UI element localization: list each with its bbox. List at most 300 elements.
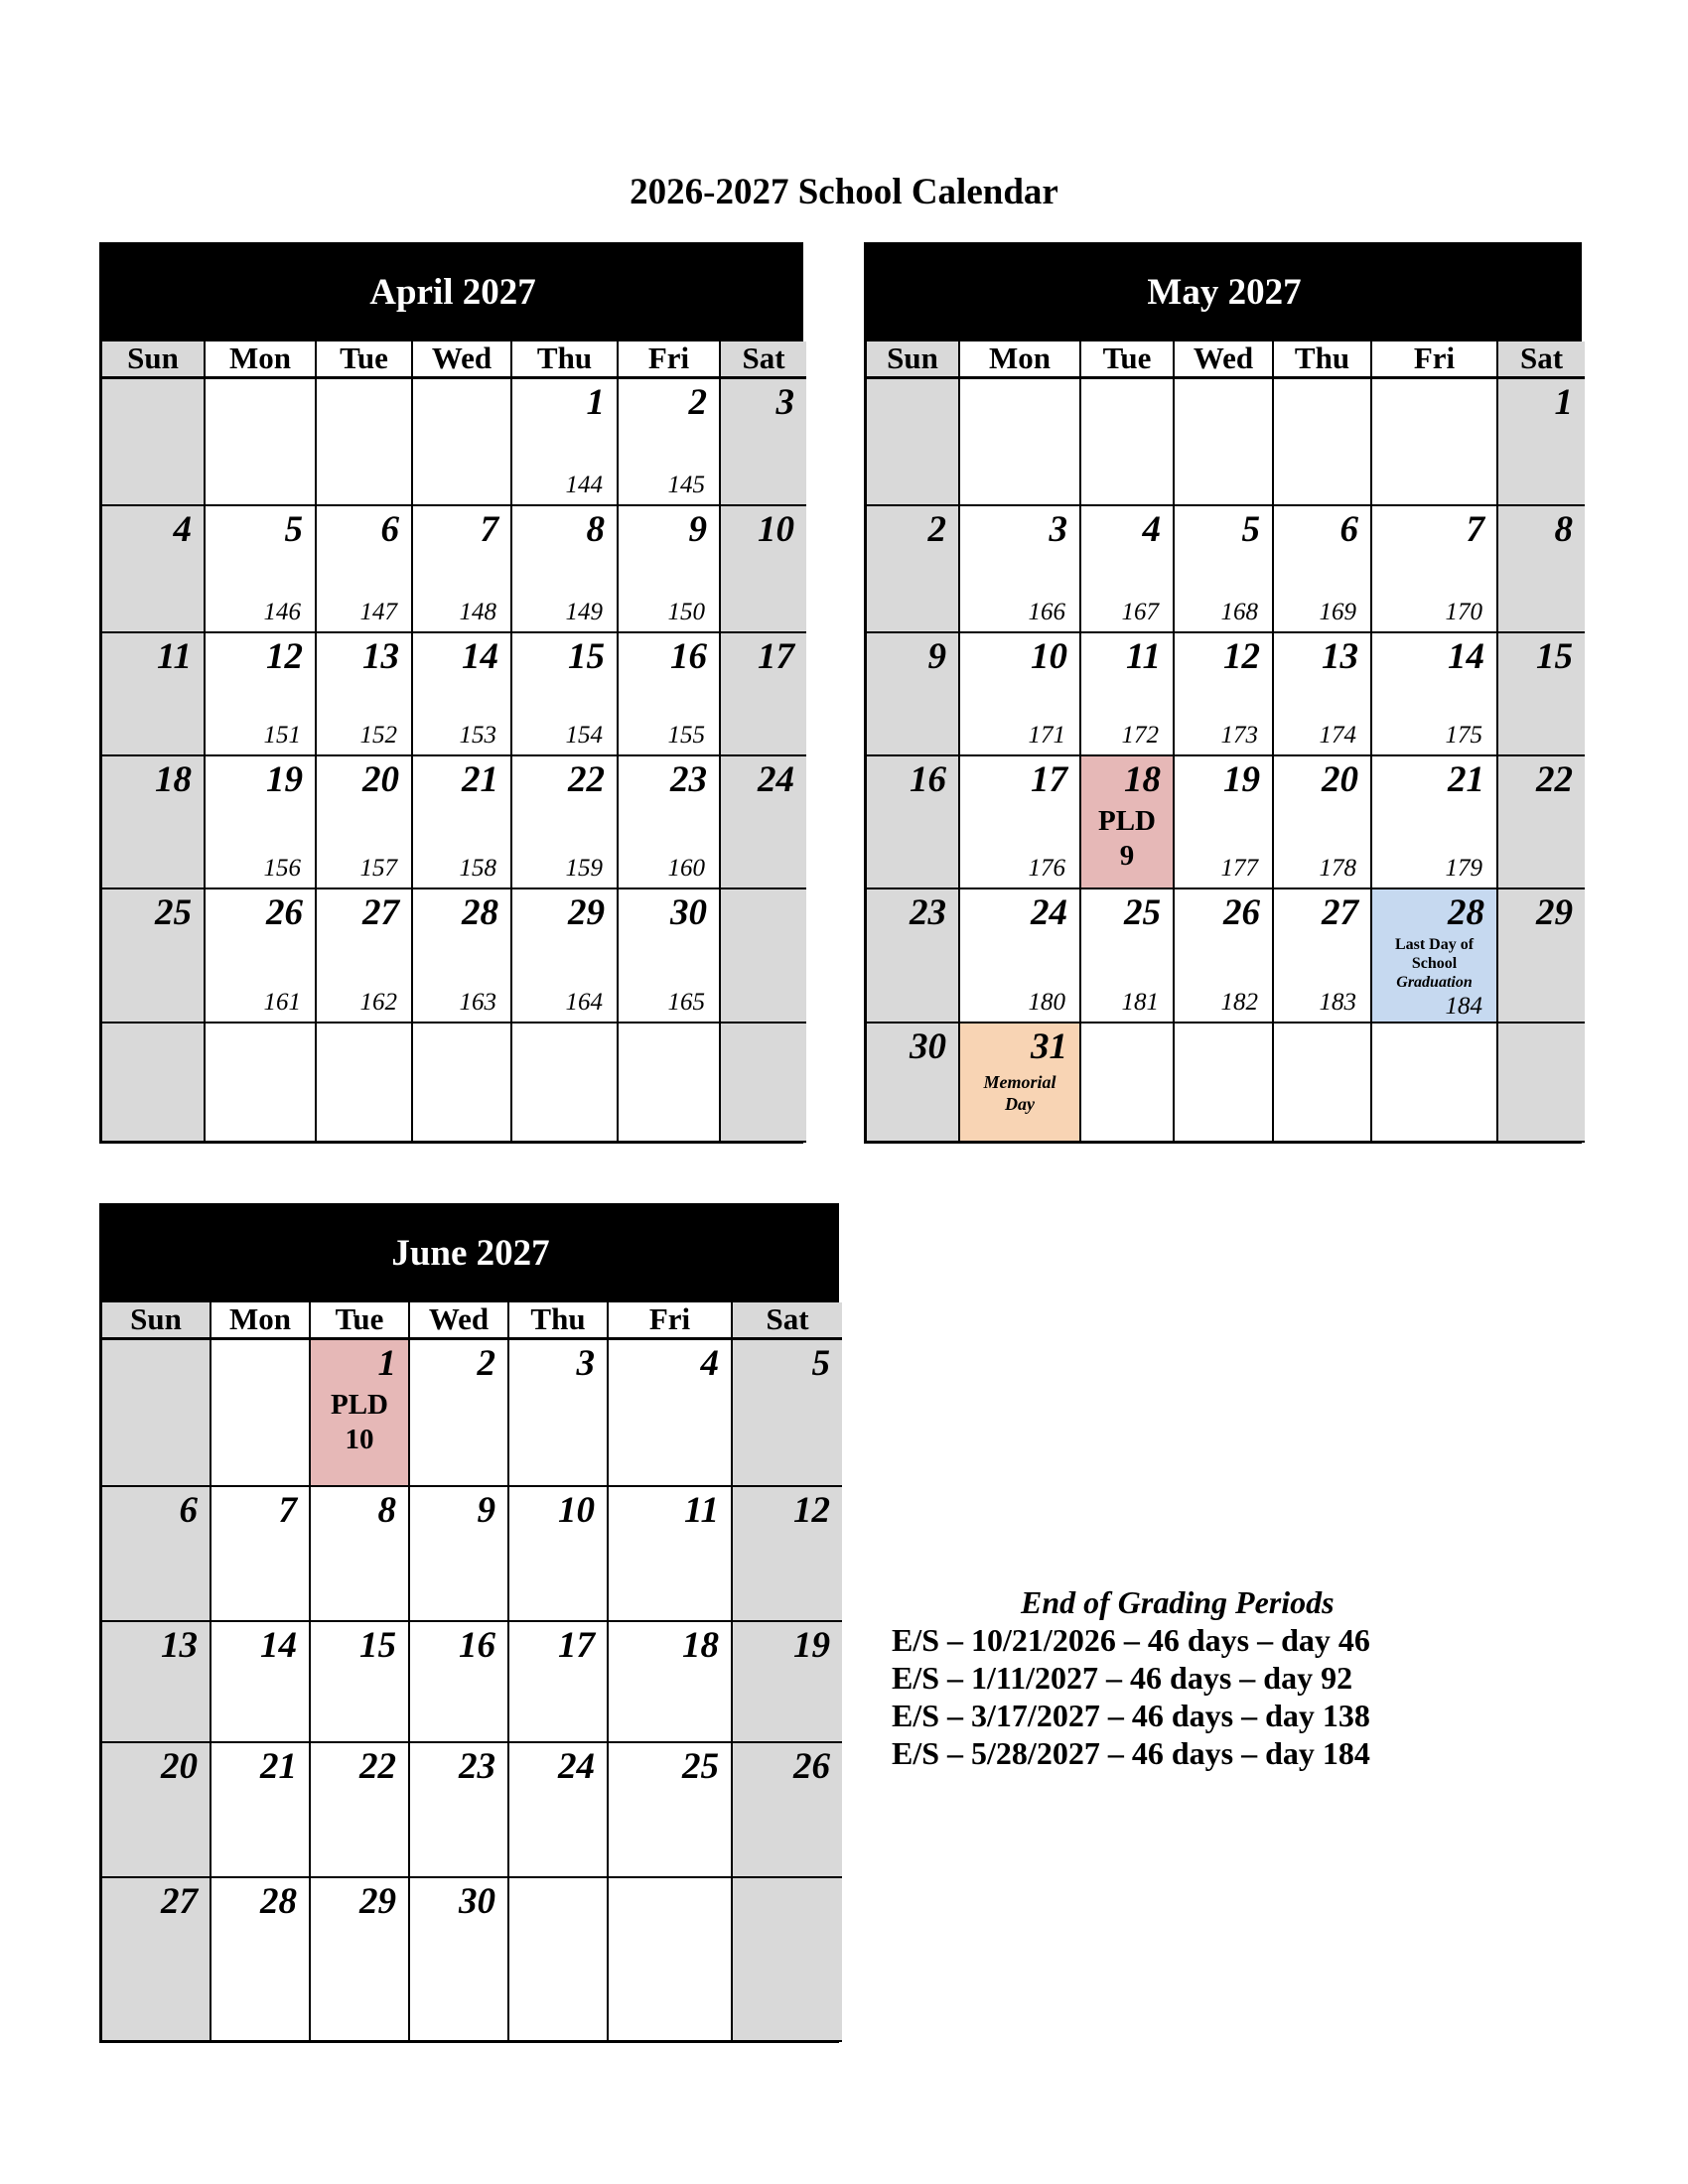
day-number: 10 [558,1490,595,1531]
weekday-label: Sun [867,341,958,379]
school-day-number: 168 [1220,599,1258,625]
day-cell [1370,889,1496,1024]
day-cell [204,633,315,756]
day-cell [411,506,510,633]
school-day-number: 184 [1445,993,1482,1020]
school-day-number: 157 [359,855,397,882]
school-day-number: 144 [565,472,603,498]
month-grid [867,379,1582,1143]
day-number: 11 [684,1490,719,1531]
weekday-label: Tue [309,1302,408,1340]
day-cell [204,506,315,633]
day-number: 19 [793,1625,830,1666]
empty-cell [867,379,958,506]
weekday-label: Mon [958,341,1079,379]
day-cell [309,1878,408,2042]
day-cell [204,756,315,889]
empty-cell [1173,1024,1272,1143]
day-number: 22 [568,759,605,800]
day-cell [1272,506,1370,633]
day-number: 12 [1223,636,1260,677]
grading-period-line: E/S – 10/21/2026 – 46 days – day 46 [892,1622,1370,1658]
holiday-label-line: Day [1005,1094,1035,1114]
day-number: 20 [362,759,399,800]
school-day-number: 173 [1220,722,1258,749]
school-day-number: 166 [1028,599,1065,625]
school-day-number: 153 [459,722,496,749]
day-cell [719,633,806,756]
school-day-number: 159 [565,855,603,882]
pld-label-line: PLD [331,1389,388,1421]
weekday-label: Sat [719,341,806,379]
day-cell [958,756,1079,889]
school-day-number: 154 [565,722,603,749]
empty-cell [210,1340,309,1487]
day-number: 27 [362,892,399,933]
day-number: 30 [910,1026,946,1067]
day-cell [1272,889,1370,1024]
empty-cell [958,379,1079,506]
day-cell [210,1622,309,1743]
school-day-number: 169 [1319,599,1356,625]
pld-label-line: PLD [1098,805,1156,837]
day-number: 28 [462,892,498,933]
day-number: 26 [266,892,303,933]
day-number: 15 [359,1625,396,1666]
day-number: 15 [568,636,605,677]
empty-cell [1272,1024,1370,1143]
school-day-number: 151 [263,722,301,749]
day-number: 14 [1448,636,1484,677]
day-number: 24 [758,759,794,800]
weekday-label: Sat [731,1302,842,1340]
day-number: 9 [688,509,707,550]
day-cell [1079,506,1173,633]
day-cell [102,889,204,1024]
day-cell [102,1878,210,2042]
empty-cell [617,1024,719,1143]
weekday-label: Wed [411,341,510,379]
weekday-header-row [102,341,803,379]
day-number: 30 [670,892,707,933]
day-number: 7 [278,1490,297,1531]
day-cell [102,1743,210,1878]
day-cell [1173,506,1272,633]
day-number: 1 [377,1343,396,1384]
day-number: 22 [1536,759,1573,800]
day-cell [617,379,719,506]
day-cell [102,1487,210,1622]
day-cell [1173,633,1272,756]
empty-cell [1496,1024,1585,1143]
day-number: 16 [910,759,946,800]
day-number: 25 [1124,892,1161,933]
day-number: 13 [1322,636,1358,677]
day-cell [510,889,617,1024]
day-cell [210,1743,309,1878]
day-number: 5 [284,509,303,550]
empty-cell [1272,379,1370,506]
empty-cell [607,1878,731,2042]
weekday-label: Wed [1173,341,1272,379]
school-day-number: 180 [1028,989,1065,1016]
day-cell [1496,889,1585,1024]
day-cell [309,1743,408,1878]
day-cell [731,1622,842,1743]
day-cell [607,1340,731,1487]
holiday-label [960,1071,1079,1115]
grading-period-line: E/S – 1/11/2027 – 46 days – day 92 [892,1660,1353,1696]
day-cell [1079,756,1173,889]
day-cell [315,506,411,633]
day-cell [510,379,617,506]
day-cell [507,1340,607,1487]
weekday-label: Tue [1079,341,1173,379]
day-cell [1272,633,1370,756]
weekday-label: Sun [102,1302,210,1340]
day-number: 22 [359,1746,396,1787]
day-cell [507,1487,607,1622]
day-number: 9 [477,1490,495,1531]
day-number: 8 [586,509,605,550]
school-day-number: 172 [1121,722,1159,749]
empty-cell [1079,1024,1173,1143]
day-number: 19 [1223,759,1260,800]
day-cell [958,633,1079,756]
day-cell [408,1743,507,1878]
weekday-label: Thu [507,1302,607,1340]
day-number: 17 [758,636,794,677]
weekday-label: Fri [607,1302,731,1340]
pld-label [311,1388,408,1457]
last-day-label-line: Last Day of [1394,936,1475,953]
day-cell [315,889,411,1024]
day-cell [867,889,958,1024]
day-cell [617,633,719,756]
day-number: 26 [793,1746,830,1787]
weekday-label: Sat [1496,341,1585,379]
day-cell [1370,756,1496,889]
day-number: 21 [1448,759,1484,800]
day-number: 11 [1126,636,1161,677]
day-number: 2 [477,1343,495,1384]
day-number: 4 [700,1343,719,1384]
school-day-number: 178 [1319,855,1356,882]
day-number: 25 [155,892,192,933]
day-number: 29 [568,892,605,933]
day-number: 27 [1322,892,1358,933]
grading-period-line: E/S – 5/28/2027 – 46 days – day 184 [892,1735,1370,1771]
day-number: 11 [157,636,192,677]
day-cell [408,1878,507,2042]
day-number: 4 [173,509,192,550]
weekday-label: Mon [204,341,315,379]
day-cell [408,1487,507,1622]
day-cell [1173,756,1272,889]
school-day-number: 147 [359,599,397,625]
day-number: 19 [266,759,303,800]
school-day-number: 155 [667,722,705,749]
school-day-number: 160 [667,855,705,882]
day-cell [411,756,510,889]
day-number: 6 [179,1490,198,1531]
school-day-number: 175 [1445,722,1482,749]
day-cell [309,1340,408,1487]
weekday-label: Mon [210,1302,309,1340]
day-number: 25 [682,1746,719,1787]
day-cell [1079,889,1173,1024]
day-number: 28 [1448,892,1484,933]
empty-cell [719,889,806,1024]
pld-label-line: 10 [345,1424,374,1455]
day-number: 17 [1031,759,1067,800]
day-cell [210,1878,309,2042]
day-number: 24 [558,1746,595,1787]
day-cell [1272,756,1370,889]
last-day-label-line: School [1411,955,1458,972]
day-number: 29 [1536,892,1573,933]
empty-cell [1370,379,1496,506]
empty-cell [411,379,510,506]
day-cell [731,1340,842,1487]
day-cell [607,1743,731,1878]
day-number: 28 [260,1881,297,1922]
weekday-label: Thu [510,341,617,379]
day-cell [210,1487,309,1622]
school-day-number: 170 [1445,599,1482,625]
day-number: 7 [480,509,498,550]
empty-cell [102,1024,204,1143]
school-day-number: 182 [1220,989,1258,1016]
day-number: 6 [380,509,399,550]
pld-label-line: 9 [1119,840,1135,872]
month-may [864,242,1582,1144]
day-number: 12 [266,636,303,677]
day-cell [867,506,958,633]
empty-cell [102,379,204,506]
day-number: 21 [462,759,498,800]
school-day-number: 149 [565,599,603,625]
day-number: 29 [359,1881,396,1922]
day-number: 6 [1339,509,1358,550]
school-day-number: 146 [263,599,301,625]
school-day-number: 171 [1028,722,1065,749]
day-cell [1079,633,1173,756]
day-cell [719,379,806,506]
empty-cell [1173,379,1272,506]
school-day-number: 156 [263,855,301,882]
day-number: 5 [811,1343,830,1384]
day-number: 10 [1031,636,1067,677]
school-day-number: 161 [263,989,301,1016]
day-number: 7 [1466,509,1484,550]
day-number: 13 [161,1625,198,1666]
day-number: 21 [260,1746,297,1787]
school-day-number: 179 [1445,855,1482,882]
school-day-number: 164 [565,989,603,1016]
school-day-number: 174 [1319,722,1356,749]
weekday-label: Sun [102,341,204,379]
day-number: 14 [260,1625,297,1666]
empty-cell [315,379,411,506]
day-cell [1370,506,1496,633]
school-day-number: 145 [667,472,705,498]
day-cell [958,1024,1079,1143]
empty-cell [719,1024,806,1143]
empty-cell [510,1024,617,1143]
last-day-label-line: Graduation [1396,974,1473,991]
day-cell [510,756,617,889]
day-cell [1370,633,1496,756]
day-cell [719,506,806,633]
day-cell [867,1024,958,1143]
day-number: 23 [459,1746,495,1787]
day-cell [507,1743,607,1878]
day-cell [1173,889,1272,1024]
day-cell [507,1622,607,1743]
day-cell [1496,633,1585,756]
day-cell [1496,756,1585,889]
day-number: 3 [1049,509,1067,550]
day-cell [408,1622,507,1743]
day-cell [408,1340,507,1487]
school-day-number: 183 [1319,989,1356,1016]
empty-cell [204,379,315,506]
day-cell [731,1487,842,1622]
day-cell [102,756,204,889]
day-number: 18 [1124,759,1161,800]
day-cell [315,756,411,889]
school-day-number: 167 [1121,599,1159,625]
calendar-title: 2026-2027 School Calendar [630,172,1058,212]
day-number: 15 [1536,636,1573,677]
day-number: 4 [1142,509,1161,550]
day-cell [510,506,617,633]
day-number: 24 [1031,892,1067,933]
day-number: 16 [459,1625,495,1666]
grading-periods-title: End of Grading Periods [1021,1584,1335,1620]
month-grid [102,379,803,1143]
empty-cell [411,1024,510,1143]
day-number: 17 [558,1625,595,1666]
day-number: 13 [362,636,399,677]
day-cell [510,633,617,756]
day-cell [719,756,806,889]
empty-cell [507,1878,607,2042]
month-april [99,242,803,1144]
day-cell [867,756,958,889]
day-number: 9 [927,636,946,677]
day-number: 12 [793,1490,830,1531]
day-number: 30 [459,1881,495,1922]
month-title: May 2027 [867,242,1582,341]
school-day-number: 158 [459,855,496,882]
month-title: April 2027 [102,242,803,341]
day-cell [102,1622,210,1743]
weekday-header-row [102,1302,839,1340]
day-number: 20 [1322,759,1358,800]
day-cell [607,1487,731,1622]
day-cell [617,506,719,633]
day-number: 26 [1223,892,1260,933]
day-cell [315,633,411,756]
day-number: 18 [155,759,192,800]
empty-cell [204,1024,315,1143]
day-cell [1496,379,1585,506]
day-cell [411,633,510,756]
grading-period-line: E/S – 3/17/2027 – 46 days – day 138 [892,1698,1370,1733]
school-day-number: 181 [1121,989,1159,1016]
day-cell [607,1622,731,1743]
school-day-number: 148 [459,599,496,625]
weekday-label: Wed [408,1302,507,1340]
day-cell [958,506,1079,633]
day-number: 10 [758,509,794,550]
day-number: 23 [910,892,946,933]
day-cell [617,756,719,889]
day-number: 5 [1241,509,1260,550]
day-cell [731,1743,842,1878]
weekday-label: Fri [617,341,719,379]
month-title: June 2027 [102,1203,839,1302]
day-number: 3 [775,382,794,423]
day-cell [204,889,315,1024]
day-number: 18 [682,1625,719,1666]
day-number: 23 [670,759,707,800]
day-cell [309,1622,408,1743]
month-june [99,1203,839,2043]
day-number: 14 [462,636,498,677]
day-number: 8 [377,1490,396,1531]
day-cell [309,1487,408,1622]
day-number: 1 [1554,382,1573,423]
day-cell [867,633,958,756]
day-cell [411,889,510,1024]
school-day-number: 163 [459,989,496,1016]
school-day-number: 177 [1220,855,1258,882]
weekday-header-row [867,341,1582,379]
school-day-number: 162 [359,989,397,1016]
day-cell [958,889,1079,1024]
empty-cell [1079,379,1173,506]
day-number: 20 [161,1746,198,1787]
school-day-number: 165 [667,989,705,1016]
weekday-label: Thu [1272,341,1370,379]
weekday-label: Tue [315,341,411,379]
empty-cell [315,1024,411,1143]
school-day-number: 176 [1028,855,1065,882]
weekday-label: Fri [1370,341,1496,379]
day-number: 3 [576,1343,595,1384]
day-number: 8 [1554,509,1573,550]
day-number: 31 [1031,1026,1067,1067]
day-cell [617,889,719,1024]
empty-cell [1370,1024,1496,1143]
holiday-label-line: Memorial [983,1072,1056,1092]
school-day-number: 152 [359,722,397,749]
day-number: 27 [161,1881,198,1922]
day-number: 2 [688,382,707,423]
day-number: 16 [670,636,707,677]
school-day-number: 150 [667,599,705,625]
day-cell [1496,506,1585,633]
day-cell [102,633,204,756]
month-grid [102,1340,839,2042]
empty-cell [731,1878,842,2042]
day-cell [102,506,204,633]
grading-periods [892,1583,1487,1772]
last-day-label [1372,935,1496,992]
